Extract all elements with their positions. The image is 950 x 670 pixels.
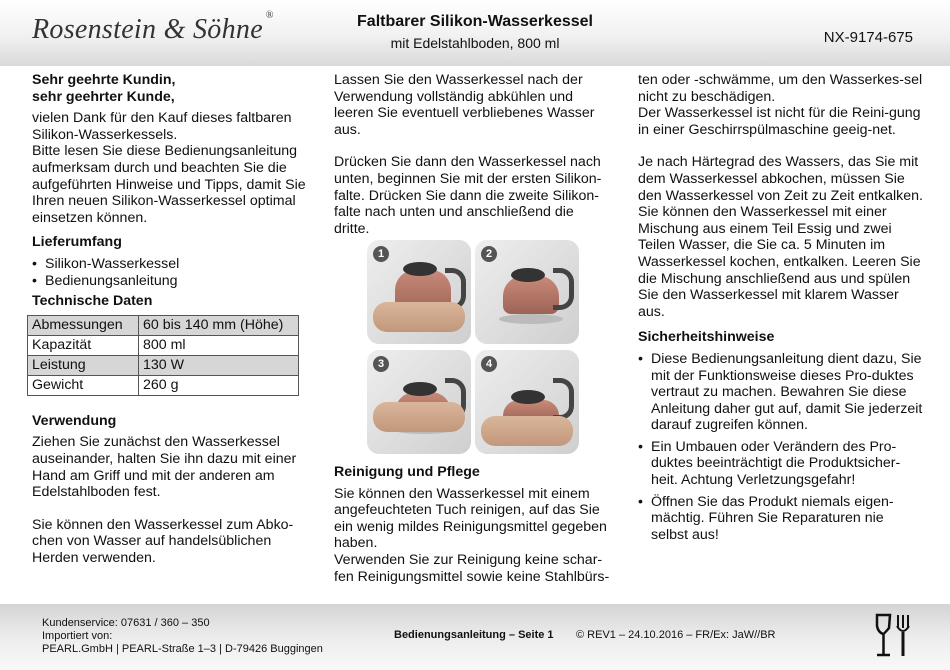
product-code: NX-9174-675 (823, 29, 913, 46)
use-text-2: Sie können den Wasserkessel zum Abko-chen von Wasser auf handelsüblichen Herden verwenden. (32, 516, 294, 566)
tech-heading: Technische Daten (32, 293, 153, 310)
customer-service: Kundenservice: 07631 / 360 – 350 (42, 617, 210, 629)
column-3 (638, 72, 923, 543)
brand-logo: Rosenstein & Söhne ® (32, 10, 274, 45)
tech-table (27, 315, 299, 396)
scope-list (32, 256, 310, 289)
list-item: • Diese Bedienungsanleitung dient dazu, Sie mit der Funktionsweise dieses Pro-duktes vertraut zu machen. Bewahren Sie diese Anleitung daher gut auf, damit Sie jederzeit darauf zugreifen können. (638, 351, 923, 434)
document-title: Faltbarer Silikon-Wasserkessel (357, 13, 593, 30)
step-photo (475, 350, 579, 454)
table-row: Gewicht 260 g (28, 375, 299, 395)
safety-list (638, 351, 923, 544)
greeting-line-1: Sehr geehrte Kundin, (32, 72, 176, 88)
column-1 (32, 72, 310, 566)
revision-info: © REV1 – 24.10.2016 – FR/Ex: JaW//BR (576, 629, 776, 641)
step-number: 3 (373, 356, 389, 372)
step-photo (367, 350, 471, 454)
cleaning-heading: Reinigung und Pflege (334, 464, 480, 480)
step-photo (475, 240, 579, 344)
step-number: 2 (481, 246, 497, 262)
step-photo (367, 240, 471, 344)
footer-contact (42, 617, 323, 656)
table-row: Leistung 130 W (28, 355, 299, 375)
importer-address: PEARL.GmbH | PEARL-Straße 1–3 | D-79426 Buggingen (42, 643, 323, 655)
safety-heading: Sicherheitshinweise (638, 329, 775, 346)
page-indicator: Bedienungsanleitung – Seite 1 (394, 629, 554, 641)
cleaning-text-1: Sie können den Wasserkessel mit einem angefeuchteten Tuch reinigen, auf das Sie ein wenig mildes Reinigungsmittel gegeben haben. (334, 485, 607, 552)
use-heading: Verwendung (32, 412, 117, 429)
use-text-1: Ziehen Sie zunächst den Wasserkessel auseinander, halten Sie ihn dazu mit einer Hand am Griff und mit der anderen am Edelstahlboden fest. (32, 434, 297, 501)
page-header (0, 0, 950, 66)
column-2 (334, 72, 612, 237)
intro-text: vielen Dank für den Kauf dieses faltbaren Silikon-Wasserkessels. (32, 110, 292, 143)
step-number: 4 (481, 356, 497, 372)
descale-text-1: Je nach Härtegrad des Wassers, das Sie mit dem Wasserkessel abkochen, müssen Sie den Wasserkessel von Zeit zu Zeit entkalken. (638, 154, 923, 204)
page-footer (0, 604, 950, 670)
list-item: • Silikon-Wasserkessel (32, 256, 310, 273)
cleaning-text-2: Verwenden Sie zur Reinigung keine schar-fen Reinigungsmittel sowie keine Stahlbürs- (334, 551, 610, 585)
cleaning-continued: ten oder -schwämme, um den Wasserkes-sel nicht zu beschädigen. (638, 72, 923, 105)
table-row: Kapazität 800 ml (28, 335, 299, 355)
food-safe-icon (874, 612, 920, 662)
intro-text-2: Bitte lesen Sie diese Bedienungsanleitung aufmerksam durch und beachten Sie die aufgeführten Hinweise und Tipps, damit Sie Ihren neuen Silikon-Wasserkessel optimal einsetzen können. (32, 143, 306, 226)
column-2-lower (334, 464, 612, 585)
fold-text: Drücken Sie dann den Wasserkessel nach unten, beginnen Sie mit der ersten Silikon-falte. Drücken Sie dann die zweite Silikon-falte nach unten und anschließend die dritte. (334, 154, 602, 237)
cool-down-text: Lassen Sie den Wasserkessel nach der Verwendung vollständig abkühlen und leeren Sie eventuell verbliebenes Wasser aus. (334, 72, 595, 138)
step-number: 1 (373, 246, 389, 262)
dishwasher-note: Der Wasserkessel ist nicht für die Reini-gung in einer Geschirrspülmaschine geeig-net. (638, 105, 921, 138)
folding-steps-photos (367, 240, 582, 455)
descale-text-2: Sie können den Wasserkessel mit einer Mischung aus einem Teil Essig und zwei Teilen Wasser, die Sie ca. 5 Minuten im Wasserkessel kochen, entkalken. Leeren Sie die Mischung anschließend aus und spülen Sie den Wasserkessel mit klarem Wasser aus. (638, 204, 921, 320)
list-item: • Öffnen Sie das Produkt niemals eigen-mächtig. Führen Sie Reparaturen nie selbst aus! (638, 494, 923, 544)
scope-heading: Lieferumfang (32, 234, 122, 251)
document-subtitle: mit Edelstahlboden, 800 ml (390, 35, 560, 51)
list-item: • Bedienungsanleitung (32, 273, 310, 290)
greeting-line-2: sehr geehrter Kunde, (32, 88, 175, 105)
imported-by-label: Importiert von: (42, 630, 113, 642)
list-item: • Ein Umbauen oder Verändern des Pro-duktes beeinträchtigt die Produktsicher-heit. Achtung Verletzungsgefahr! (638, 439, 923, 489)
table-row: Abmessungen 60 bis 140 mm (Höhe) (28, 315, 299, 335)
